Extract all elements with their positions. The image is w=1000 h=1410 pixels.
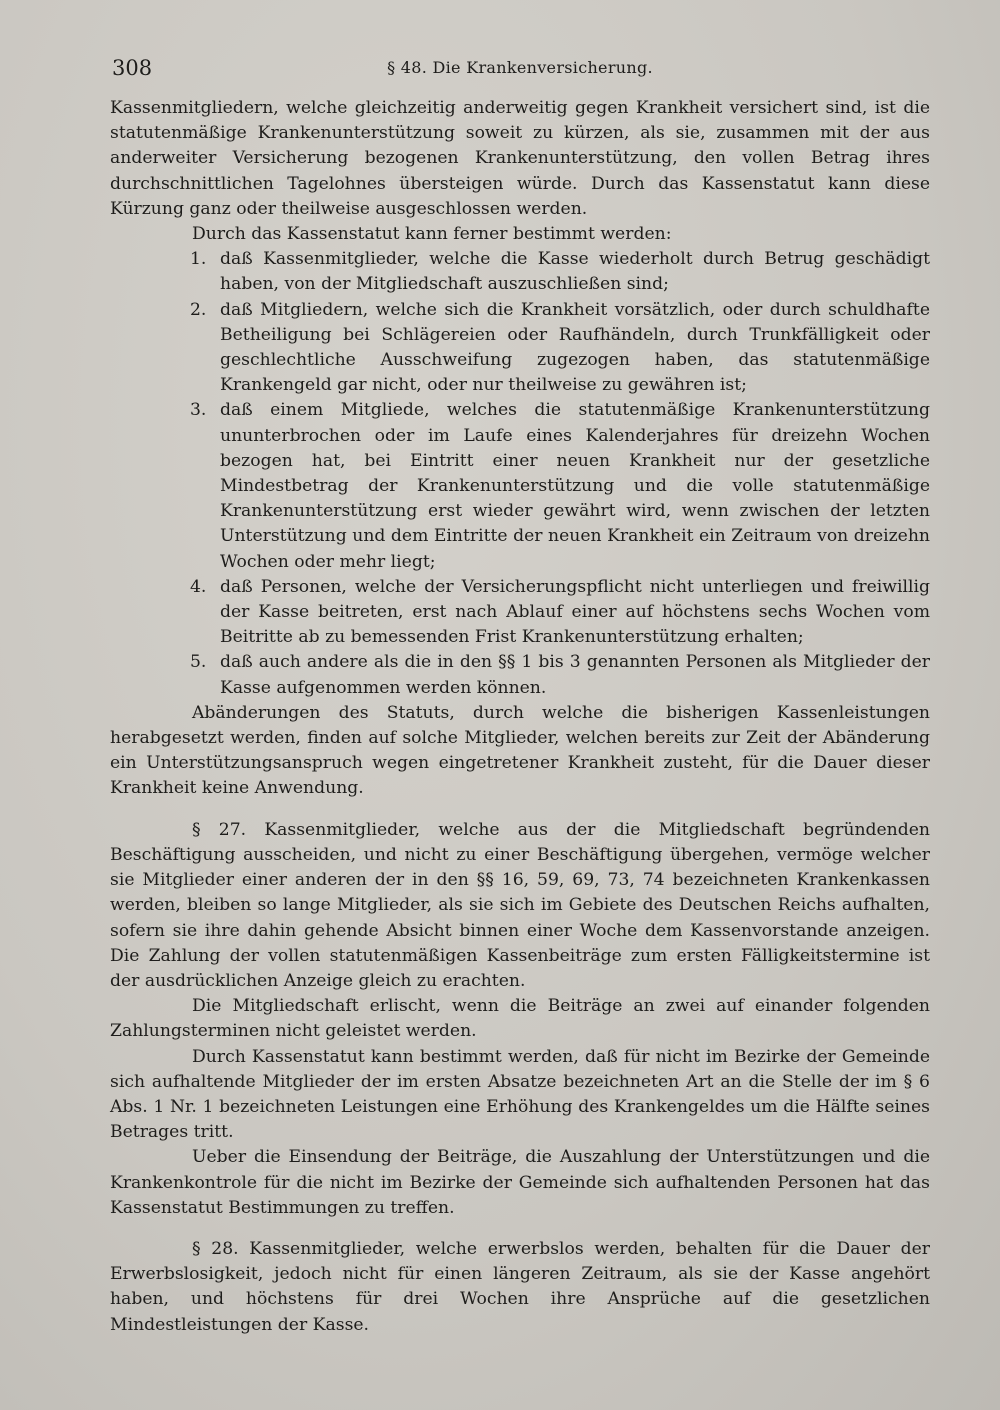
list-item bbox=[110, 398, 930, 574]
page-header bbox=[112, 56, 928, 86]
list-item-text: daß Mitgliedern, welche sich die Krankheit vorsätzlich, oder durch schuldhafte Betheiligung bei Schlägereien oder Raufhändeln, durch Trunkfälligkeit oder geschlechtliche Ausschweifung zugezogen haben, das statutenmäßige Krankengeld gar nicht, oder nur theilweise zu gewähren ist; bbox=[220, 299, 930, 396]
running-title: § 48. Die Krankenversicherung. bbox=[387, 58, 653, 77]
list-item bbox=[110, 650, 930, 700]
paragraph: Abänderungen des Statuts, durch welche die bisherigen Kassenleistungen herabgesetzt werden, finden auf solche Mitglieder, welchen bereits zur Zeit der Abänderung ein Unterstützungsanspruch wegen eingetretener Krankheit zusteht, für die Dauer dieser Krankheit keine Anwendung. bbox=[110, 702, 930, 799]
section-27-paragraph: § 27. Kassenmitglieder, welche aus der die Mitgliedschaft begründenden Beschäftigung ausscheiden, und nicht zu einer Beschäftigung übergehen, vermöge welcher sie Mitglieder einer anderen der in den §§ 16, 59, 69, 73, 74 bezeichneten Krankenkassen werden, bleiben so lange Mitglieder, als sie sich im Gebiete des Deutschen Reichs aufhalten, sofern sie ihre dahin gehende Absicht binnen einer Woche dem Kassenvorstande anzeigen. Die Zahlung der vollen statutenmäßigen Kassenbeiträge zum ersten Fälligkeitstermine ist der ausdrücklichen Anzeige gleich zu erachten. bbox=[110, 819, 930, 991]
list-item bbox=[110, 298, 930, 399]
paragraph: Durch das Kassenstatut kann ferner bestimmt werden: bbox=[192, 224, 672, 245]
list-item bbox=[110, 247, 930, 297]
list-item-number: 5. bbox=[190, 652, 207, 673]
paragraph: Ueber die Einsendung der Beiträge, die Auszahlung der Unterstützungen und die Krankenkontrole für die nicht im Bezirke der Gemeinde sich aufhaltenden Personen hat das Kassenstatut Bestimmungen zu treffen. bbox=[110, 1147, 930, 1218]
list-item-text: daß Personen, welche der Versicherungspflicht nicht unterliegen und freiwillig der Kasse beitreten, erst nach Ablauf einer auf höchstens sechs Wochen vom Beitritte ab zu bemessenden Frist Krankenunterstützung erhalten; bbox=[220, 576, 930, 648]
section-28-paragraph: § 28. Kassenmitglieder, welche erwerbslos werden, behalten für die Dauer der Erwerbslosigkeit, jedoch nicht für einen längeren Zeitraum, als sie der Kasse angehört haben, und höchstens für drei Wochen ihre Ansprüche auf die gesetzlichen Mindestleistungen der Kasse. bbox=[110, 1238, 930, 1335]
body-text bbox=[110, 96, 930, 1338]
paragraph: Kassenmitgliedern, welche gleichzeitig anderweitig gegen Krankheit versichert sind, ist die statutenmäßige Krankenunterstützung soweit zu kürzen, als sie, zusammen mit der aus anderweiter Versicherung bezogenen Krankenunterstützung, den vollen Betrag ihres durchschnittlichen Tagelohnes übersteigen würde. Durch das Kassenstatut kann diese Kürzung ganz oder theilweise ausgeschlossen werden. bbox=[110, 98, 930, 219]
list-item-number: 2. bbox=[190, 299, 207, 320]
list-item-number: 4. bbox=[190, 576, 207, 597]
paragraph: Die Mitgliedschaft erlischt, wenn die Beiträge an zwei auf einander folgenden Zahlungsterminen nicht geleistet werden. bbox=[110, 996, 930, 1042]
list-item-text: daß Kassenmitglieder, welche die Kasse wiederholt durch Betrug geschädigt haben, von der Mitgliedschaft auszuschließen sind; bbox=[220, 249, 930, 295]
list-item bbox=[110, 575, 930, 651]
list-item-number: 1. bbox=[190, 249, 207, 270]
paragraph: Durch Kassenstatut kann bestimmt werden, daß für nicht im Bezirke der Gemeinde sich aufhaltende Mitglieder der im ersten Absatze bezeichneten Art an die Stelle der im § 6 Abs. 1 Nr. 1 bezeichneten Leistungen eine Erhöhung des Krankengeldes um die Hälfte seines Betrages tritt. bbox=[110, 1046, 930, 1143]
list-item-number: 3. bbox=[190, 400, 207, 421]
list-item-text: daß auch andere als die in den §§ 1 bis 3 genannten Personen als Mitglieder der Kasse aufgenommen werden können. bbox=[220, 652, 930, 698]
page-number: 308 bbox=[112, 56, 153, 80]
list-item-text: daß einem Mitgliede, welches die statutenmäßige Krankenunterstützung ununterbrochen oder im Laufe eines Kalenderjahres für dreizehn Wochen bezogen hat, bei Eintritt einer neuen Krankheit nur der gesetzliche Mindestbetrag der Krankenunterstützung und die volle statutenmäßige Krankenunterstützung erst wieder gewährt wird, wenn zwischen der letzten Unterstützung und dem Eintritte der neuen Krankheit ein Zeitraum von dreizehn Wochen oder mehr liegt; bbox=[220, 400, 930, 572]
